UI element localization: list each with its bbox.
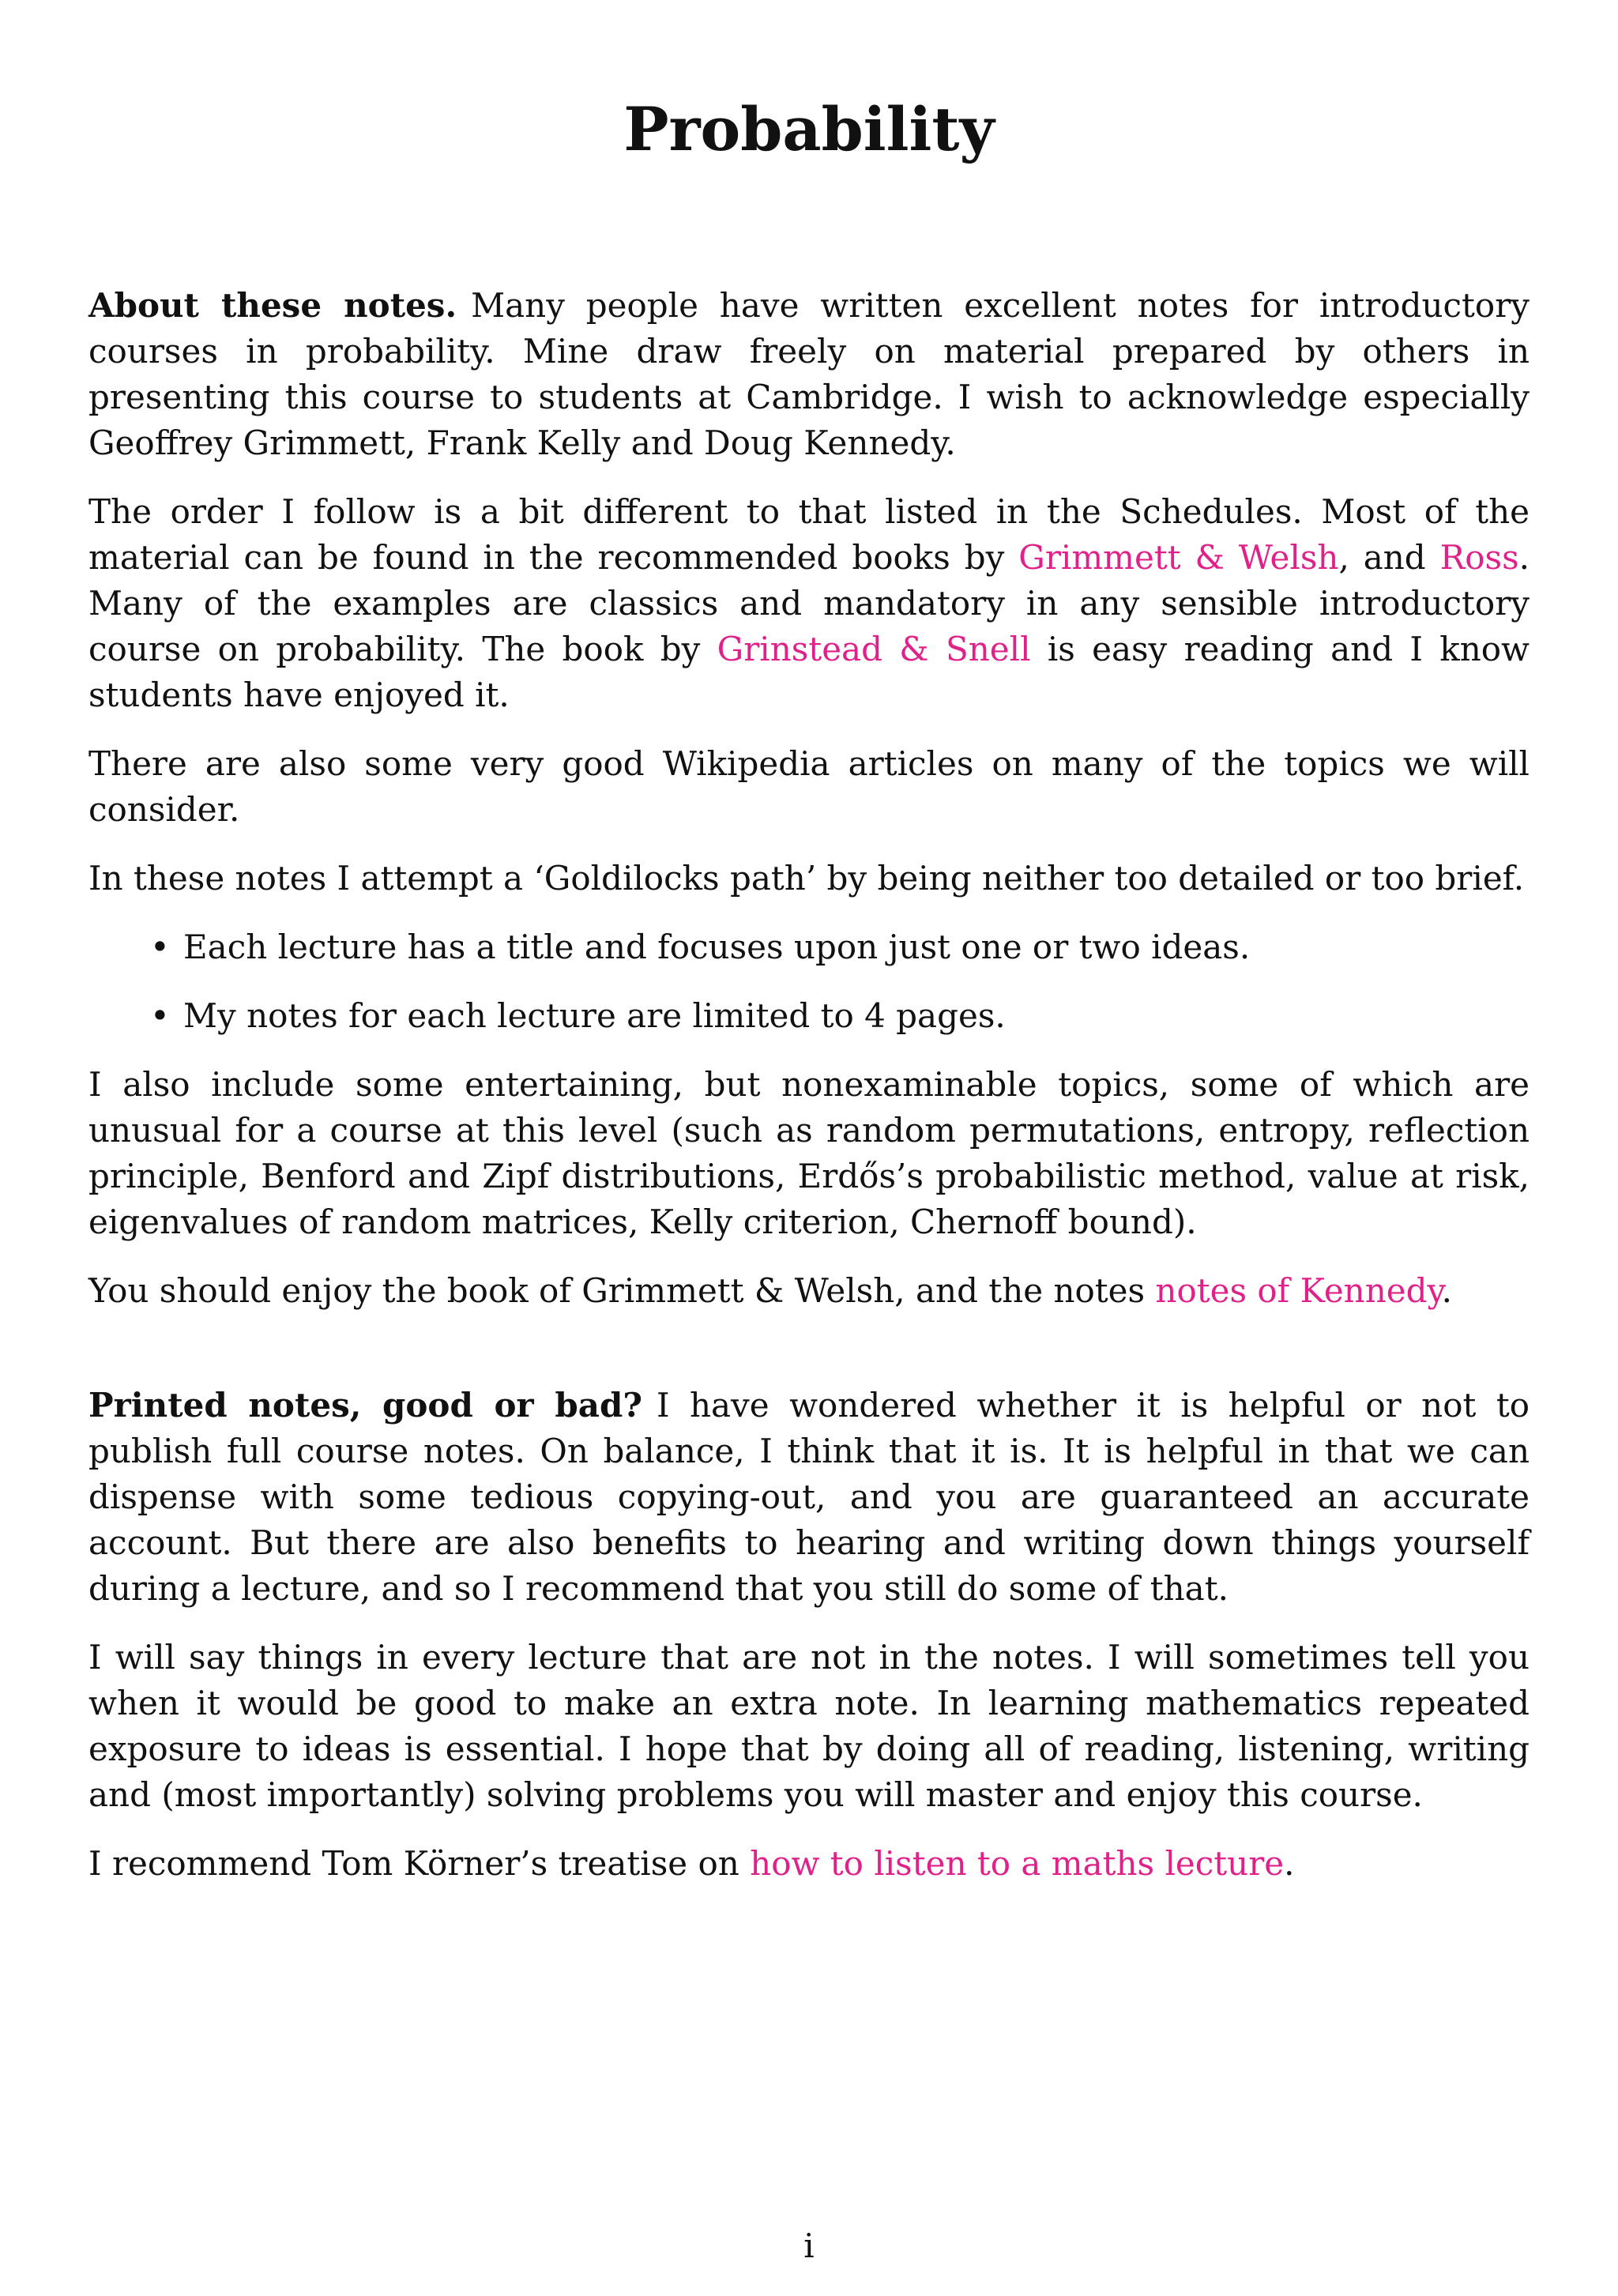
link-grimmett-welsh[interactable]: Grimmett & Welsh: [1018, 538, 1339, 577]
section-spacer: [88, 1337, 1530, 1383]
list-item-text: Each lecture has a title and focuses upon just one or two ideas.: [183, 928, 1251, 966]
page-title: Probability: [623, 94, 995, 164]
about-p1-text: Many people have written excellent notes for introductory courses in probability. Mine draw freely on material prepared by others in presenting this course to students at Cambridge. I wish to acknowledge especially Geoffrey Grimmett, Frank Kelly and Doug Kennedy.: [88, 286, 1530, 462]
about-p6-text-2: .: [1441, 1271, 1453, 1310]
printed-heading: Printed notes, good or bad?: [88, 1386, 642, 1425]
about-paragraph-4: In these notes I attempt a ‘Goldilocks path’ by being neither too detailed or too brief.: [88, 859, 1525, 898]
list-item-text: My notes for each lecture are limited to 4 pages.: [183, 996, 1006, 1035]
list-item: [128, 924, 1530, 970]
about-paragraph-1: [88, 283, 1530, 466]
about-p2-text-1: The order I follow is a bit different to that listed in the Schedules. Most of the material can be found in the recommended books by: [88, 492, 1530, 577]
about-paragraph-6: [88, 1268, 1530, 1314]
list-item: [128, 993, 1530, 1039]
page-number: i: [803, 2226, 815, 2265]
about-paragraph-3: There are also some very good Wikipedia articles on many of the topics we will consider.: [88, 744, 1530, 829]
printed-paragraph-1: [88, 1383, 1530, 1612]
document-body: [88, 283, 1530, 1910]
bullet-marker: •: [150, 928, 170, 966]
about-paragraph-5: I also include some entertaining, but nonexaminable topics, some of which are unusual for a course at this level (such as random permutations, entropy, reflection principle, Benford and Zipf distributions, Erdős’s probabilistic method, value at risk, eigenvalues of random matrices, Kelly criterion, Chernoff bound).: [88, 1065, 1530, 1241]
bullet-list: [88, 924, 1530, 1039]
printed-paragraph-3: [88, 1841, 1530, 1887]
link-grinstead-snell[interactable]: Grinstead & Snell: [717, 630, 1031, 668]
link-notes-of-kennedy[interactable]: notes of Kennedy: [1155, 1271, 1442, 1310]
link-how-to-listen[interactable]: how to listen to a maths lecture: [750, 1844, 1285, 1883]
link-ross[interactable]: Ross: [1439, 538, 1519, 577]
about-p2-text-2: , and: [1338, 538, 1440, 577]
printed-p3-text-2: .: [1284, 1844, 1295, 1883]
bullet-marker: •: [150, 996, 170, 1035]
about-paragraph-2: [88, 489, 1530, 718]
about-p6-text-1: You should enjoy the book of Grimmett & Welsh, and the notes: [88, 1271, 1156, 1310]
about-p2-text-4: is easy reading and I know students have enjoyed it.: [88, 630, 1530, 714]
about-heading: About these notes.: [88, 286, 457, 325]
printed-paragraph-2: I will say things in every lecture that are not in the notes. I will sometimes tell you when it would be good to make an extra note. In learning mathematics repeated exposure to ideas is essential. I hope that by doing all of reading, listening, writing and (most importantly) solving problems you will master and enjoy this course.: [88, 1638, 1530, 1814]
printed-p3-text-1: I recommend Tom Körner’s treatise on: [88, 1844, 751, 1883]
about-p2-text-3: . Many of the examples are classics and mandatory in any sensible introductory course on probability. The book by: [88, 538, 1530, 668]
printed-p1-text: I have wondered whether it is helpful or not to publish full course notes. On balance, I think that it is. It is helpful in that we can dispense with some tedious copying-out, and you are guaranteed an accurate account. But there are also benefits to hearing and writing down things yourself during a lecture, and so I recommend that you still do some of that.: [88, 1386, 1530, 1608]
